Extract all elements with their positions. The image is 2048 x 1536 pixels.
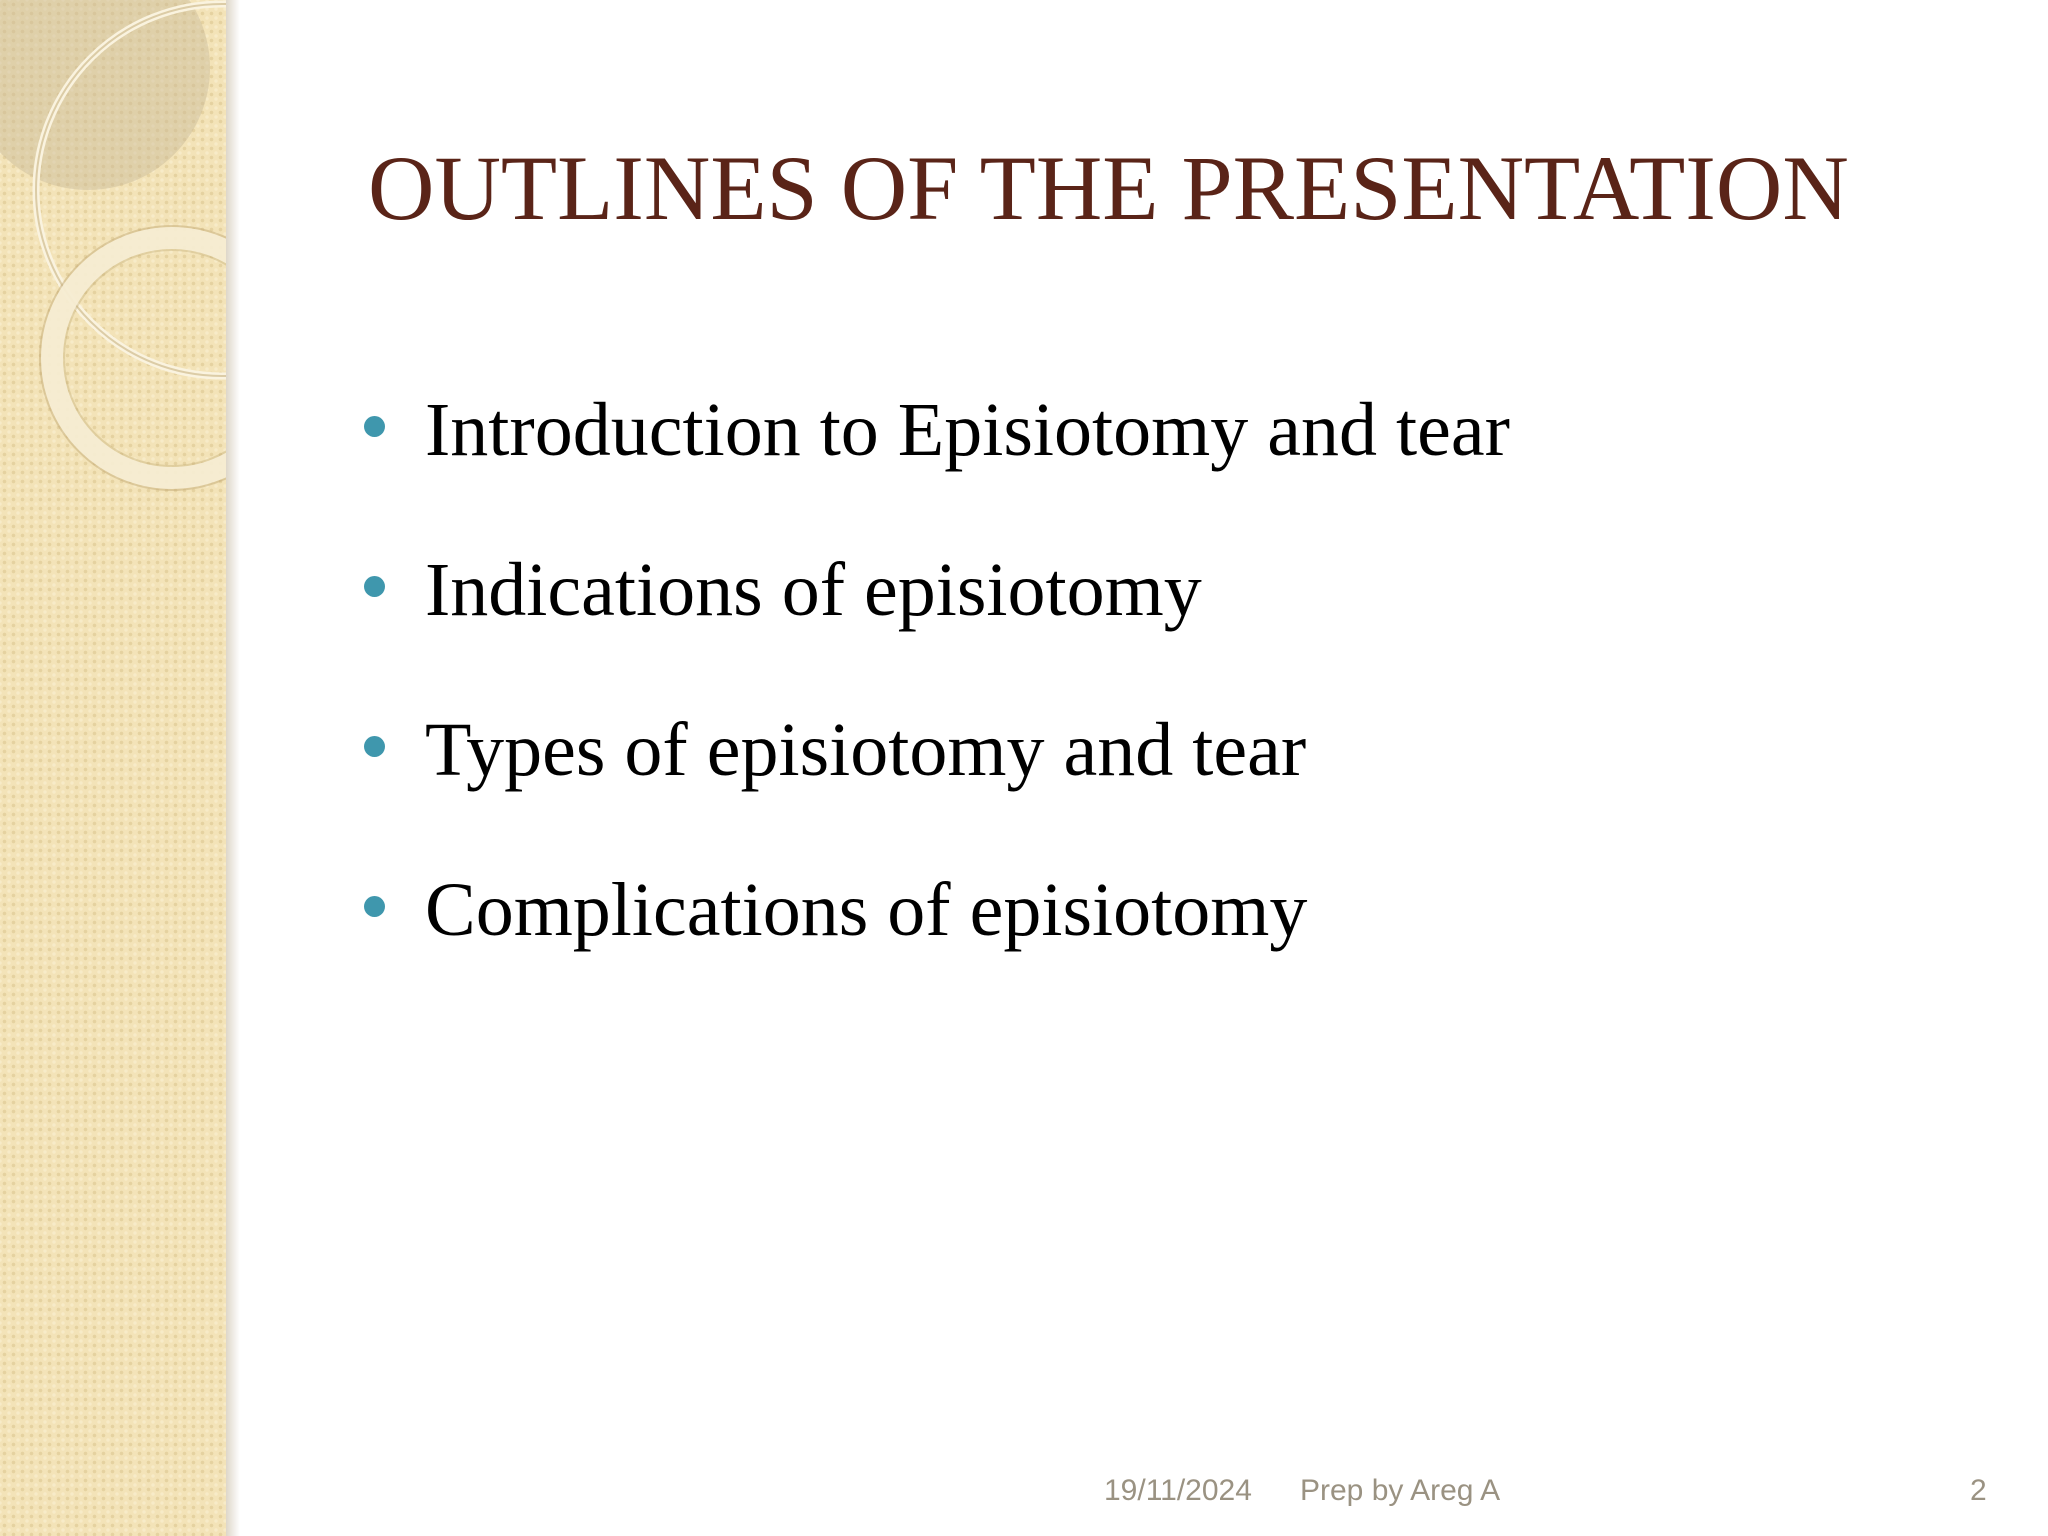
side-panel bbox=[0, 0, 226, 1536]
bullet-dot-icon bbox=[364, 416, 385, 437]
slide-title: OUTLINES OF THE PRESENTATION bbox=[368, 137, 1849, 239]
list-item bbox=[364, 548, 1510, 712]
bullet-list bbox=[364, 388, 1510, 1032]
bullet-dot-icon bbox=[364, 576, 385, 597]
bullet-text: Complications of episiotomy bbox=[425, 868, 1308, 952]
list-item bbox=[364, 388, 1510, 552]
list-item bbox=[364, 708, 1510, 872]
bullet-text: Types of episiotomy and tear bbox=[425, 708, 1307, 792]
side-panel-shadow bbox=[226, 0, 240, 1536]
slide-number: 2 bbox=[1970, 1474, 1987, 1507]
bullet-text: Indications of episiotomy bbox=[425, 548, 1202, 632]
bullet-dot-icon bbox=[364, 736, 385, 757]
circle-ornament-icon bbox=[0, 0, 226, 520]
list-item bbox=[364, 868, 1510, 1032]
footer-date: 19/11/2024 bbox=[1104, 1474, 1252, 1507]
bullet-text: Introduction to Episiotomy and tear bbox=[425, 388, 1510, 472]
bullet-dot-icon bbox=[364, 896, 385, 917]
footer-author: Prep by Areg A bbox=[1300, 1474, 1501, 1507]
